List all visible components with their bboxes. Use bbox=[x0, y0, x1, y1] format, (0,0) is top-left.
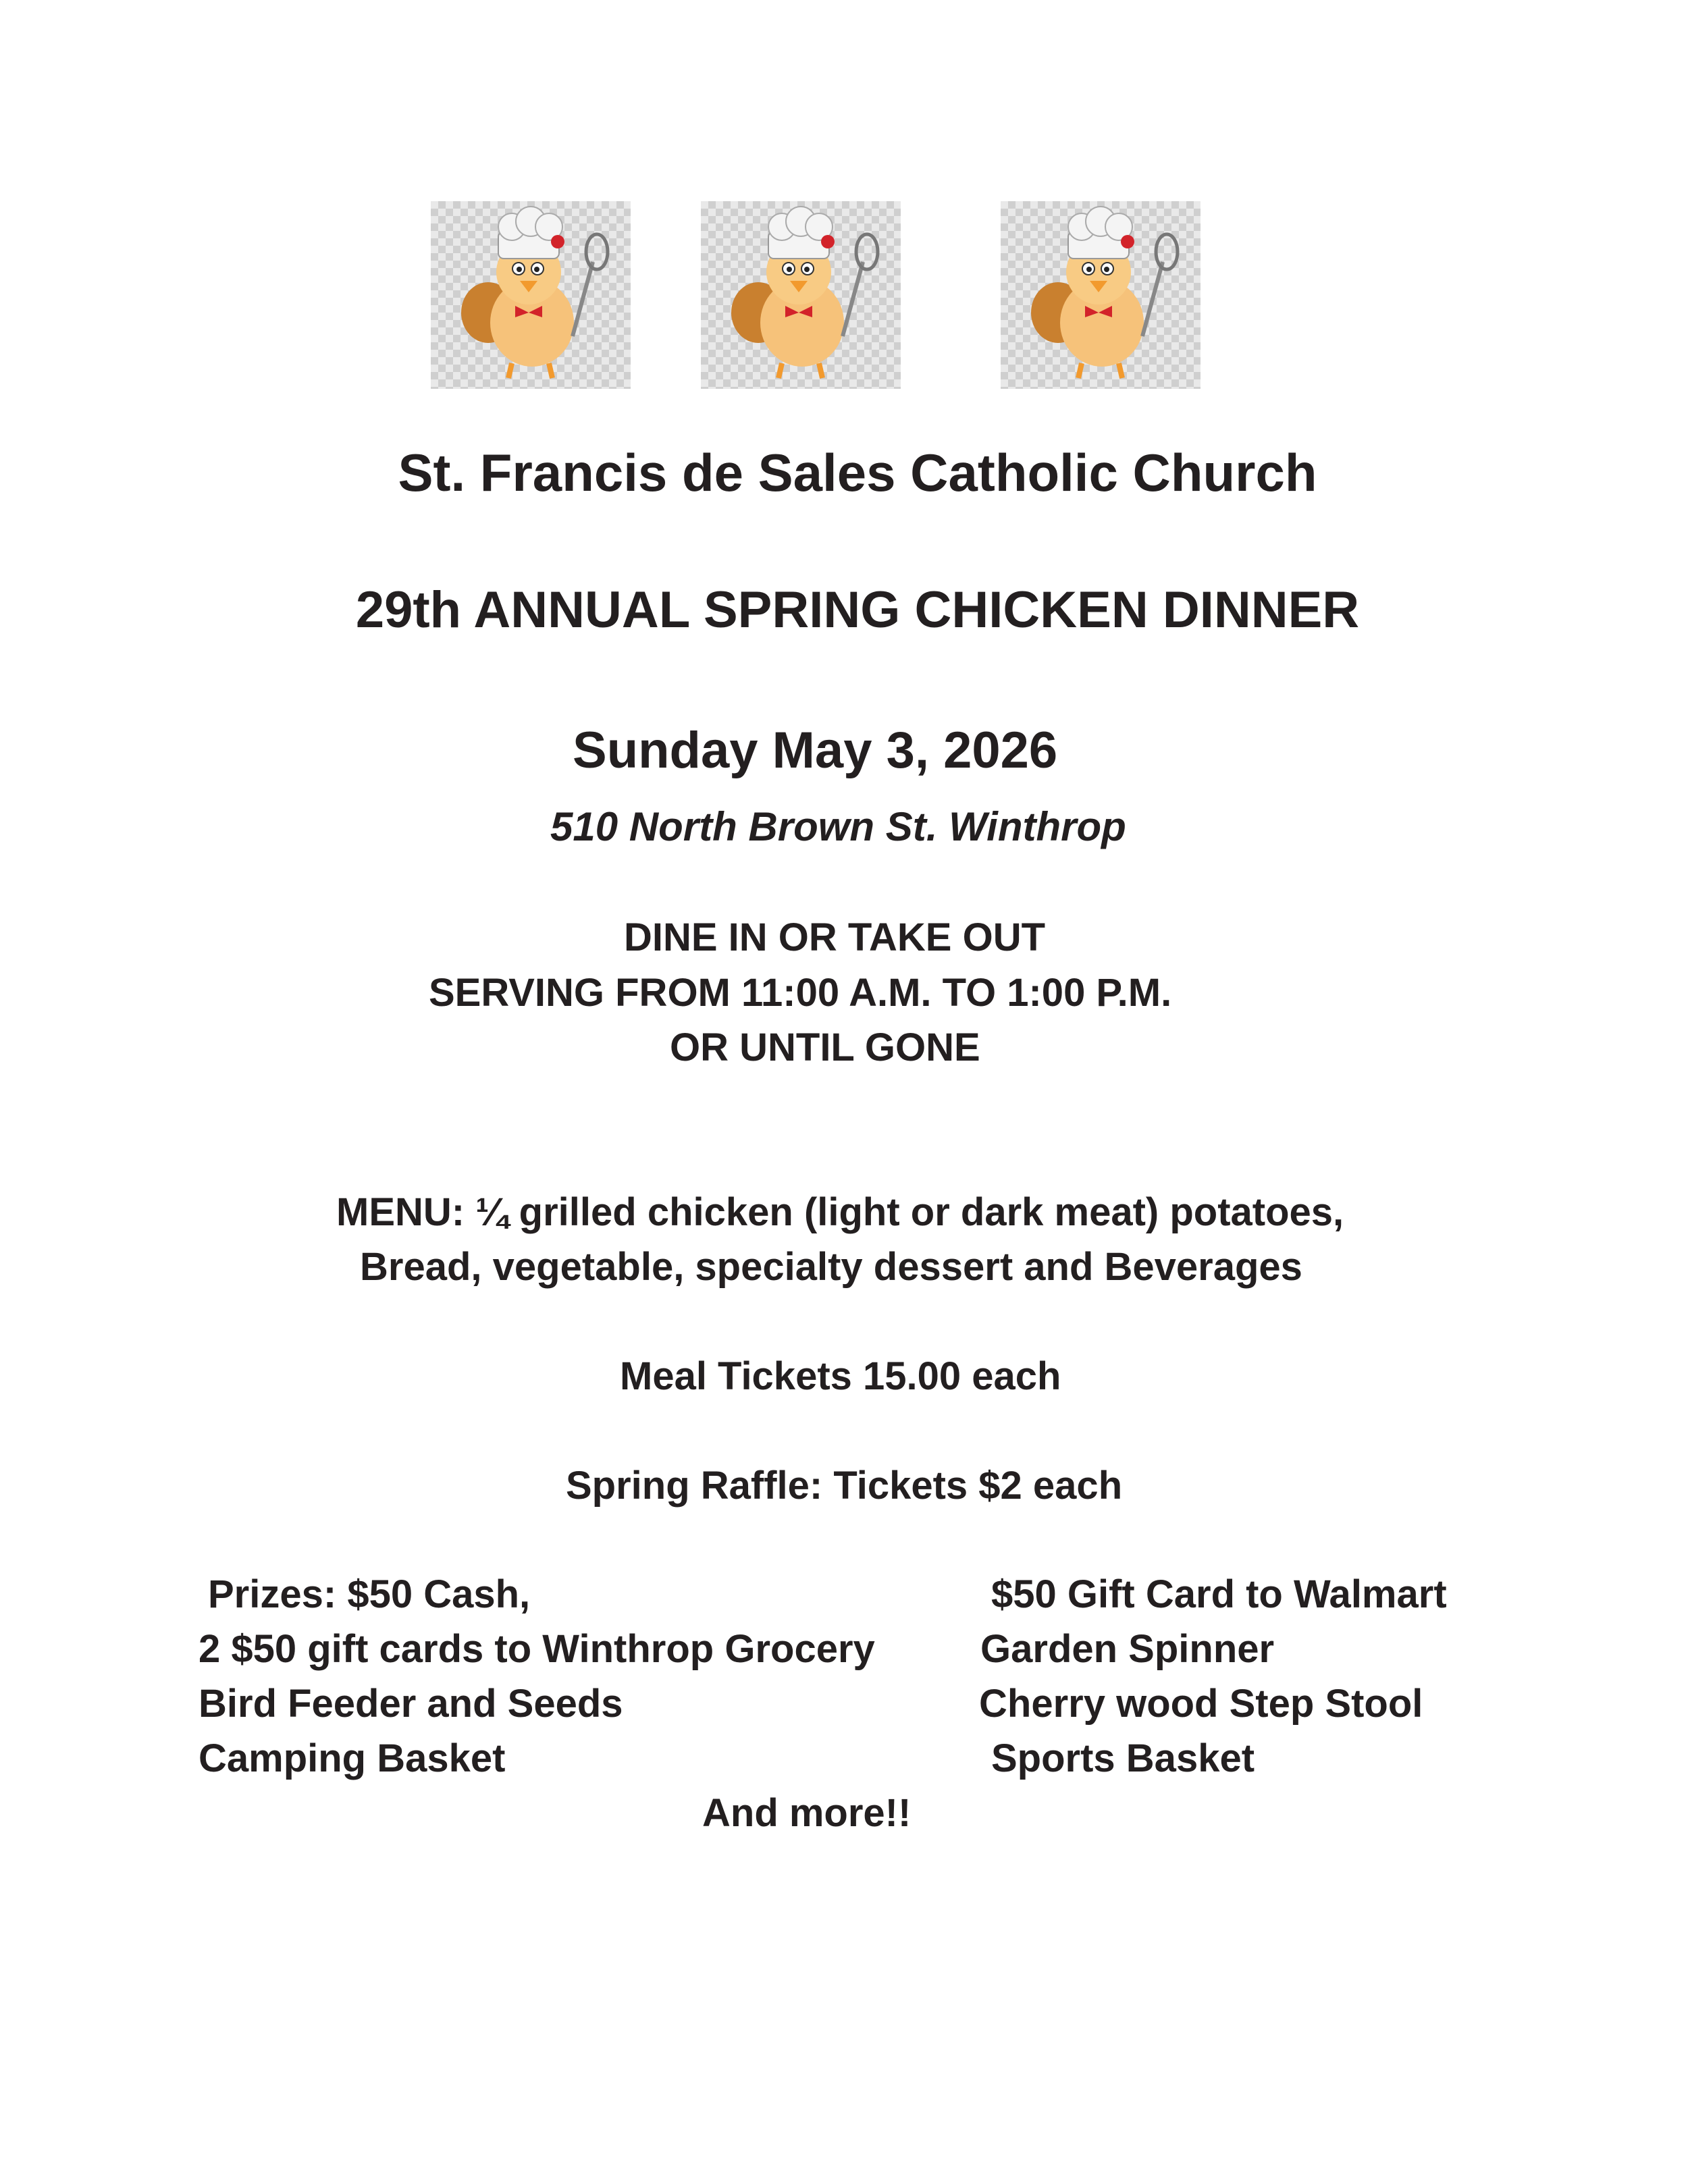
prize-right-3: Cherry wood Step Stool bbox=[979, 1682, 1423, 1726]
prize-left-4: Camping Basket bbox=[199, 1736, 506, 1780]
meal-tickets: Meal Tickets 15.00 each bbox=[620, 1354, 1061, 1398]
prize-right-1: $50 Gift Card to Walmart bbox=[991, 1572, 1447, 1616]
service-line-1: DINE IN OR TAKE OUT bbox=[624, 915, 1046, 959]
event-date: Sunday May 3, 2026 bbox=[573, 722, 1058, 779]
chef-chicken-icon bbox=[701, 201, 901, 389]
raffle-tickets: Spring Raffle: Tickets $2 each bbox=[566, 1464, 1123, 1508]
prize-left-3: Bird Feeder and Seeds bbox=[199, 1682, 623, 1726]
chef-chicken-icon bbox=[1001, 201, 1201, 389]
event-title: 29th ANNUAL SPRING CHICKEN DINNER bbox=[355, 581, 1360, 639]
and-more: And more!! bbox=[702, 1791, 912, 1835]
chef-chicken-icon bbox=[431, 201, 631, 389]
church-name: St. Francis de Sales Catholic Church bbox=[398, 443, 1317, 502]
menu-line-1: MENU: ¼ grilled chicken (light or dark meat) potatoes, bbox=[336, 1190, 1344, 1234]
prize-right-4: Sports Basket bbox=[991, 1736, 1255, 1780]
prize-right-2: Garden Spinner bbox=[980, 1627, 1275, 1671]
service-line-3: OR UNTIL GONE bbox=[670, 1026, 980, 1069]
prize-left-2: 2 $50 gift cards to Winthrop Grocery bbox=[199, 1627, 875, 1671]
event-address: 510 North Brown St. Winthrop bbox=[550, 804, 1126, 849]
service-line-2: SERVING FROM 11:00 A.M. TO 1:00 P.M. bbox=[429, 971, 1172, 1015]
prize-left-1: Prizes: $50 Cash, bbox=[208, 1572, 531, 1616]
menu-line-2: Bread, vegetable, specialty dessert and Beverages bbox=[360, 1245, 1302, 1289]
